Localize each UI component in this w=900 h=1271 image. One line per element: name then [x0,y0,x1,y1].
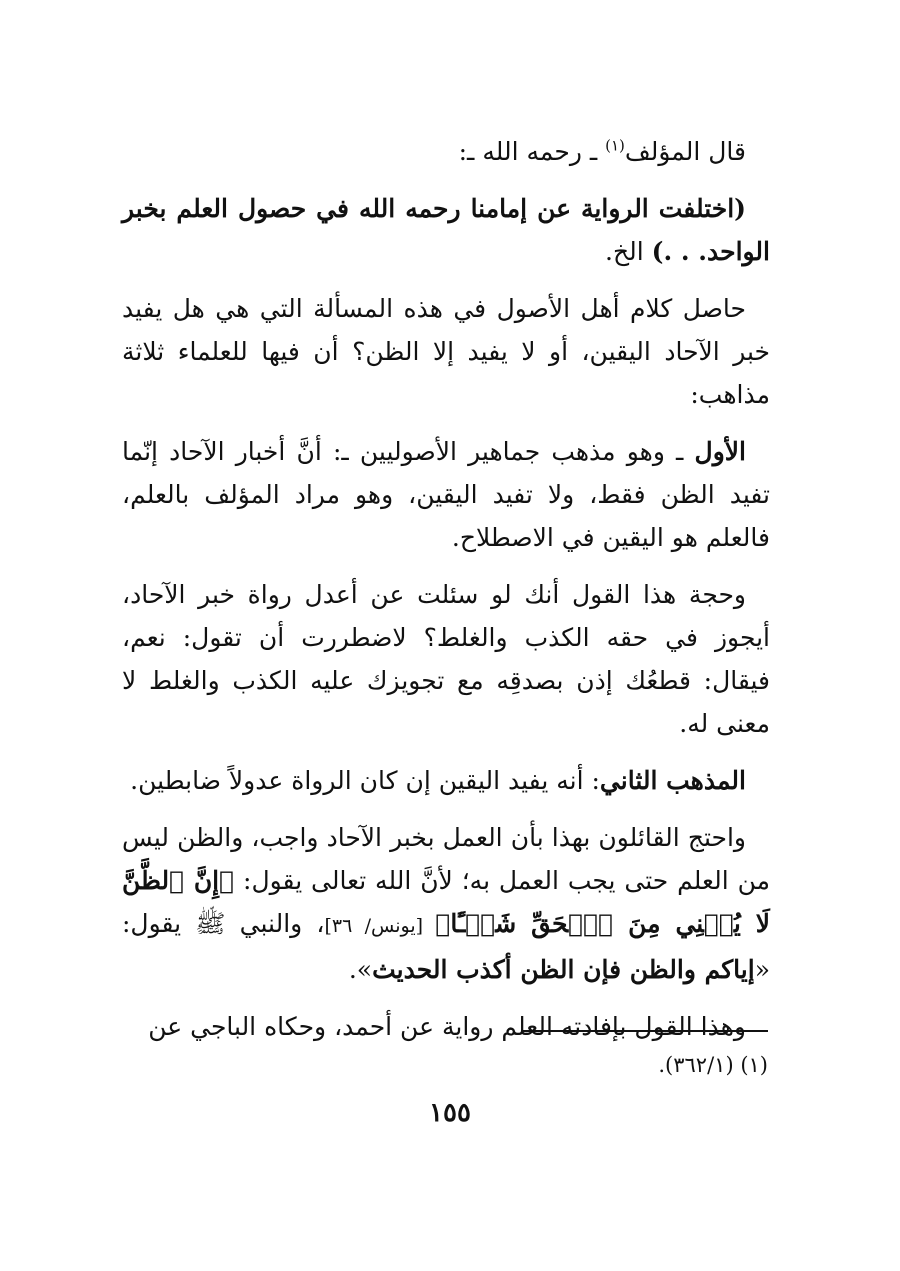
quran-verse: ﴿إِنَّ ٱلظَّنَّ لَا يُغۡنِي مِنَ ٱلۡحَقِّ شَيۡـًٔا﴾ [122,866,771,938]
hadith-text: إياكم والظن فإن الظن أكذب الحديث [372,955,755,984]
paragraph-4 [122,430,770,559]
first-opinion-text: ـ وهو مذهب جماهير الأصوليين ـ: أنَّ أخبار الآحاد إنّما تفيد الظن فقط، ولا تفيد اليقين، وهو مراد المؤلف بالعلم، فالعلم هو اليقين في الاصطلاح. [122,437,770,552]
paragraph-5: وحجة هذا القول أنك لو سئلت عن أعدل رواة خبر الآحاد، أيجوز في حقه الكذب والغلط؟ لاضطررت أن تقول: نعم، فيقال: قطعُك إذن بصدقِه مع تجويزك عليه الكذب والغلط لا معنى له. [122,580,770,738]
paragraph-1 [122,130,770,173]
second-opinion-text: : أنه يفيد اليقين إن كان الرواة عدولاً ضابطين. [130,766,600,795]
footnote-marker: (١) [605,136,625,155]
quoted-matn: (اختلفت الرواية عن إمامنا رحمه الله في حصول العلم بخبر الواحد. . .) [122,194,770,266]
paragraph-6 [122,759,770,802]
footnote: (١) (٣٦٢/١). [658,1053,768,1077]
second-opinion-heading: المذهب الثاني [599,766,746,795]
paragraph-3: حاصل كلام أهل الأصول في هذه المسألة التي هي هل يفيد خبر الآحاد اليقين، أو لا يفيد إلا الظن؟ أن فيها للعلماء ثلاثة مذاهب: [122,294,770,409]
author-prayer: ـ رحمه الله ـ: [458,137,606,166]
page-number: ١٥٥ [429,1098,471,1128]
paragraph-7 [122,816,770,991]
main-text [122,130,770,1062]
paragraph-8: وهذا القول بإفادته العلم رواية عن أحمد، وحكاه الباجي عن [148,1012,746,1041]
first-opinion-heading: الأول [694,437,746,466]
author-said: قال المؤلف [624,137,746,166]
paragraph-2 [122,187,770,273]
etc-text: الخ. [605,237,652,266]
prophet-said: ، والنبي ﷺ يقول: « [122,909,770,984]
argument-text: واحتج القائلون بهذا بأن العمل بخبر الآحاد واجب، والظن ليس من العلم حتى يجب العمل به؛ لأنَّ الله تعالى يقول: [122,823,770,895]
footnote-divider [522,1030,768,1032]
hadith-close: ». [348,955,373,984]
verse-reference: [يونس/ ٣٦] [324,915,436,937]
